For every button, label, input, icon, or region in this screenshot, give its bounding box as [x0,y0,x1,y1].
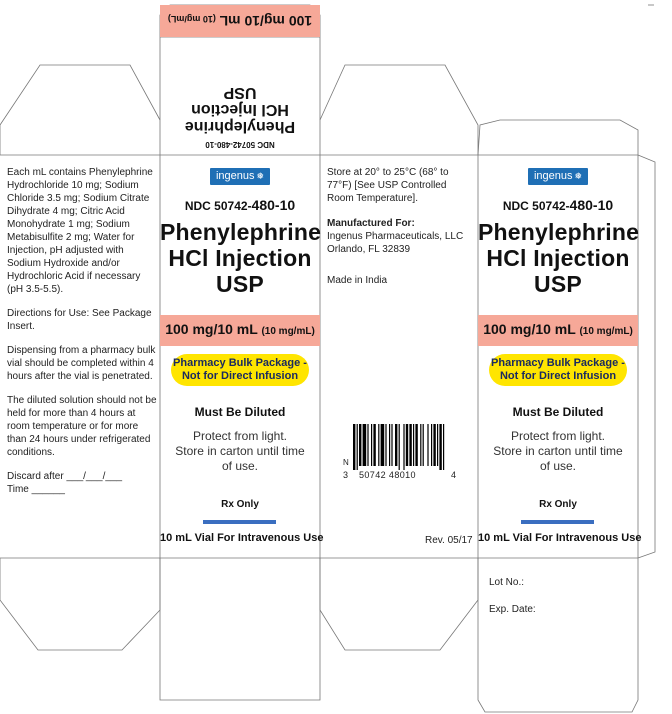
must-be-diluted-2: Must Be Diluted [512,405,604,419]
protect-line2: Store in carton until time [175,444,305,458]
storage-text: Store at 20° to 25°C (68° to 77°F) [See USP Controlled Room Temperature]. [327,167,449,204]
barcode-bar [389,424,390,466]
strength-sub: (10 mg/mL) [261,326,315,337]
barcode-bar [373,424,375,466]
expiration-label: Exp. Date: [489,604,536,615]
barcode-bar [359,424,361,466]
product-line1: Phenylephrine [160,219,322,245]
vial-use: 10 mL Vial For Intravenous Use [160,532,324,544]
rx-only: Rx Only [221,499,259,510]
barcode-bar [420,424,421,466]
ndc-number-2 [478,197,638,213]
barcode-bar [378,424,379,466]
flap-strength-sub: (10 mg/mL) [167,14,216,24]
ndc-number [160,197,320,213]
barcode-bar [439,424,441,470]
ingenus-logo-2 [528,168,588,185]
leaf-icon: ❅ [574,171,583,181]
blue-rule [203,520,276,524]
bulk-package-line2: Not for Direct Infusion [181,370,299,382]
barcode-bar [353,424,355,470]
barcode-bar [415,424,417,466]
discard-line: Discard after ___/___/___ [7,471,123,482]
product-line3-2: USP [534,271,582,297]
barcode-digit-first: 3 [343,470,349,480]
barcode-bar [371,424,372,466]
product-line1-2: Phenylephrine [478,219,640,245]
logo-text-2: ingenus [533,170,573,182]
bulk-package-line1: Pharmacy Bulk Package - [173,357,307,369]
vial-use-2: 10 mL Vial For Intravenous Use [478,532,642,544]
revision: Rev. 05/17 [425,535,473,546]
upc-barcode [353,424,453,470]
protect-text-2 [478,429,638,474]
blue-rule-2 [521,520,594,524]
flap-strength-main: 100 mg/10 mL [219,13,313,29]
front-panel-2 [478,155,642,558]
flap-product-line2: HCl Injection [191,101,289,118]
dispensing-text: Dispensing from a pharmacy bulk vial should be completed within 4 hours after the vial is penetrated. [7,345,156,382]
flap-product-name [160,84,320,135]
company-name: Ingenus Pharmaceuticals, LLC [327,231,464,242]
rx-only-2: Rx Only [539,499,577,510]
ndc-prefix: NDC 50742- [184,199,252,213]
bulk-package-badge [171,354,309,386]
bulk-package-line2-2: Not for Direct Infusion [499,370,617,382]
composition-text: Each mL contains Phenylephrine Hydrochloride 10 mg; Sodium Chloride 3.5 mg; Sodium Citrate Dihydrate 4 mg; Citric Acid Monohydrate 1 mg; Sodium Metabisulfite 2 mg; Water for Injection, pH adjusted with Sodium Hydroxide and/or Hydrochloric Acid if necessary (pH 3.5-5.5). [7,167,153,295]
logo-text: ingenus [215,170,255,182]
barcode-bar [385,424,386,466]
ingredients-panel [7,166,157,496]
barcode-bar [443,424,444,470]
protect-line3: of use. [221,459,259,473]
time-line: Time ______ [7,484,65,495]
product-line3: USP [216,271,264,297]
strength-band [160,315,320,346]
product-name-2 [478,219,638,297]
must-be-diluted: Must Be Diluted [194,405,286,419]
front-panel [160,155,324,558]
barcode-bar [406,424,408,466]
protect-line3-2: of use. [539,459,577,473]
barcode-digits: 50742 48010 [359,470,416,480]
barcode-bar [391,424,392,466]
flap-product-line3: USP [223,84,257,101]
manufactured-label: Manufactured For: [327,218,415,229]
strength-main-2: 100 mg/10 mL [483,321,576,337]
protect-line1-2: Protect from light. [510,429,606,443]
leaf-icon: ❅ [256,171,265,181]
protect-line2-2: Store in carton until time [493,444,623,458]
barcode-bar [367,424,368,466]
made-in: Made in India [327,275,388,286]
strength-sub-2: (10 mg/mL) [579,326,633,337]
top-flap [160,5,320,155]
product-line2: HCl Injection [168,245,312,271]
protect-line1: Protect from light. [192,429,288,443]
barcode-bar [357,424,358,470]
barcode-bar [437,424,438,466]
lot-number-label: Lot No.: [489,577,525,588]
diluted-text: The diluted solution should not be held for more than 4 hours at room temperature or for more than 24 hours under refrigerated conditions. [7,395,157,458]
barcode-bar [381,424,385,466]
ndc-code-2: 480-10 [569,197,614,213]
directions-text: Directions for Use: See Package Insert. [7,308,152,332]
barcode-bar [423,424,424,466]
product-line2-2: HCl Injection [486,245,630,271]
bulk-package-line1-2: Pharmacy Bulk Package - [491,357,625,369]
flap-ndc: NDC 50742-480-10 [205,140,275,149]
flap-product-line1: Phenylephrine [184,118,296,135]
barcode-bar [433,424,435,466]
barcode-bar [427,424,428,466]
strength-main: 100 mg/10 mL [165,321,258,337]
barcode-bar [409,424,411,466]
barcode-n: N [343,458,349,467]
ndc-code: 480-10 [251,197,296,213]
protect-text [160,429,320,474]
barcode-bar [395,424,397,466]
strength-band-2 [478,315,638,346]
flap-strength [160,5,320,37]
ingenus-logo [210,168,270,185]
barcode-digit-last: 4 [451,470,457,480]
lot-exp-flap [489,576,629,616]
barcode-bar [403,424,404,470]
barcode-bar [413,424,414,466]
product-name [160,219,320,297]
storage-panel [327,166,475,556]
barcode-bar [431,424,432,466]
bulk-package-badge-2 [489,354,627,386]
company-city: Orlando, FL 32839 [327,244,411,255]
barcode-bar [399,424,400,470]
barcode-bar [363,424,367,466]
ndc-prefix-2: NDC 50742- [502,199,570,213]
